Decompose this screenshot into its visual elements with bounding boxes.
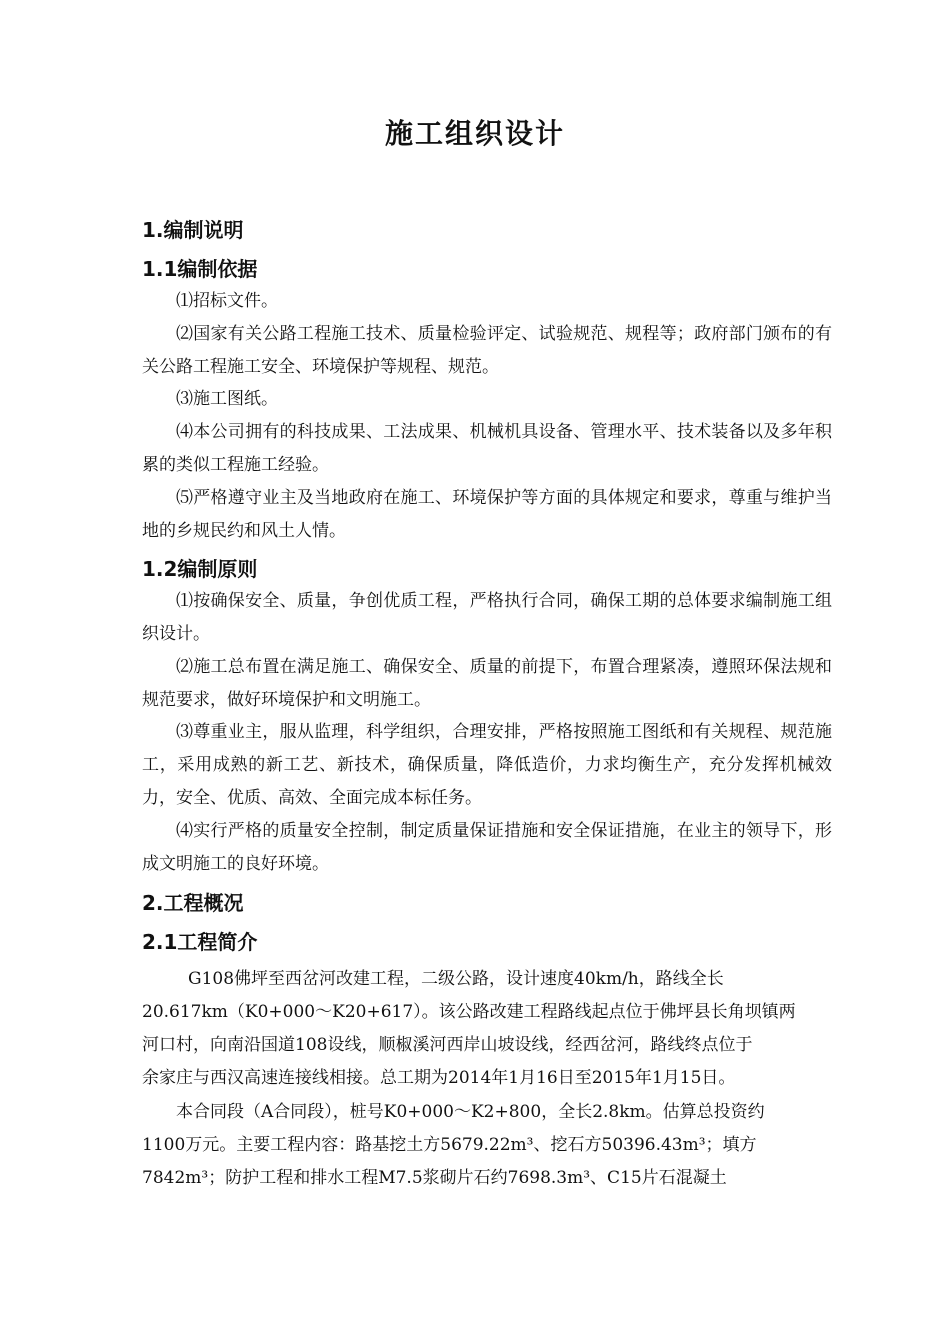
basis-item-3: ⑶施工图纸。 [176,389,278,409]
heading-section-1-1: 1.1编制依据 [142,257,258,281]
basis-item-2: ⑵国家有关公路工程施工技术、质量检验评定、试验规范、规程等；政府部门颁布的有关公路工程施工安全、环境保护等规程、规范。 [142,324,832,377]
principle-item-1: ⑴按确保安全、质量，争创优质工程，严格执行合同，确保工期的总体要求编制施工组织设计。 [142,591,832,644]
basis-item-1: ⑴招标文件。 [176,291,278,311]
basis-item-4: ⑷本公司拥有的科技成果、工法成果、机械机具设备、管理水平、技术装备以及多年积累的类似工程施工经验。 [142,422,832,475]
contract-line-1: 本合同段（A合同段），桩号K0+000～K2+800，全长2.8km。估算总投资约 [176,1102,765,1122]
heading-section-1: 1.编制说明 [142,218,244,242]
principle-item-3: ⑶尊重业主，服从监理，科学组织，合理安排，严格按照施工图纸和有关规程、规范施工，采用成熟的新工艺、新技术，确保质量，降低造价，力求均衡生产，充分发挥机械效力，安全、优质、高效、全面完成本标任务。 [142,722,832,808]
basis-item-5: ⑸严格遵守业主及当地政府在施工、环境保护等方面的具体规定和要求，尊重与维护当地的乡规民约和风土人情。 [142,488,832,541]
heading-section-2: 2.工程概况 [142,891,244,915]
principle-item-4: ⑷实行严格的质量安全控制，制定质量保证措施和安全保证措施，在业主的领导下，形成文明施工的良好环境。 [142,821,832,874]
contract-line-2: 1100万元。主要工程内容：路基挖土方5679.22m³、挖石方50396.43m³；填方 [142,1135,757,1155]
principle-item-2: ⑵施工总布置在满足施工、确保安全、质量的前提下，布置合理紧凑，遵照环保法规和规范要求，做好环境保护和文明施工。 [142,657,832,710]
heading-section-2-1: 2.1工程简介 [142,930,258,954]
contract-line-3: 7842m³；防护工程和排水工程M7.5浆砌片石约7698.3m³、C15片石混凝土 [142,1168,727,1188]
document-title: 施工组织设计 [384,117,565,150]
overview-line-3: 河口村，向南沿国道108设线，顺椒溪河西岸山坡设线，经西岔河，路线终点位于 [142,1035,753,1055]
heading-section-1-2: 1.2编制原则 [142,557,258,581]
overview-line-4: 余家庄与西汉高速连接线相接。总工期为2014年1月16日至2015年1月15日。 [142,1068,736,1088]
overview-line-1: G108佛坪至西岔河改建工程，二级公路，设计速度40km/h，路线全长 [188,969,724,989]
overview-line-2: 20.617km（K0+000～K20+617）。该公路改建工程路线起点位于佛坪县长角坝镇两 [142,1002,796,1022]
